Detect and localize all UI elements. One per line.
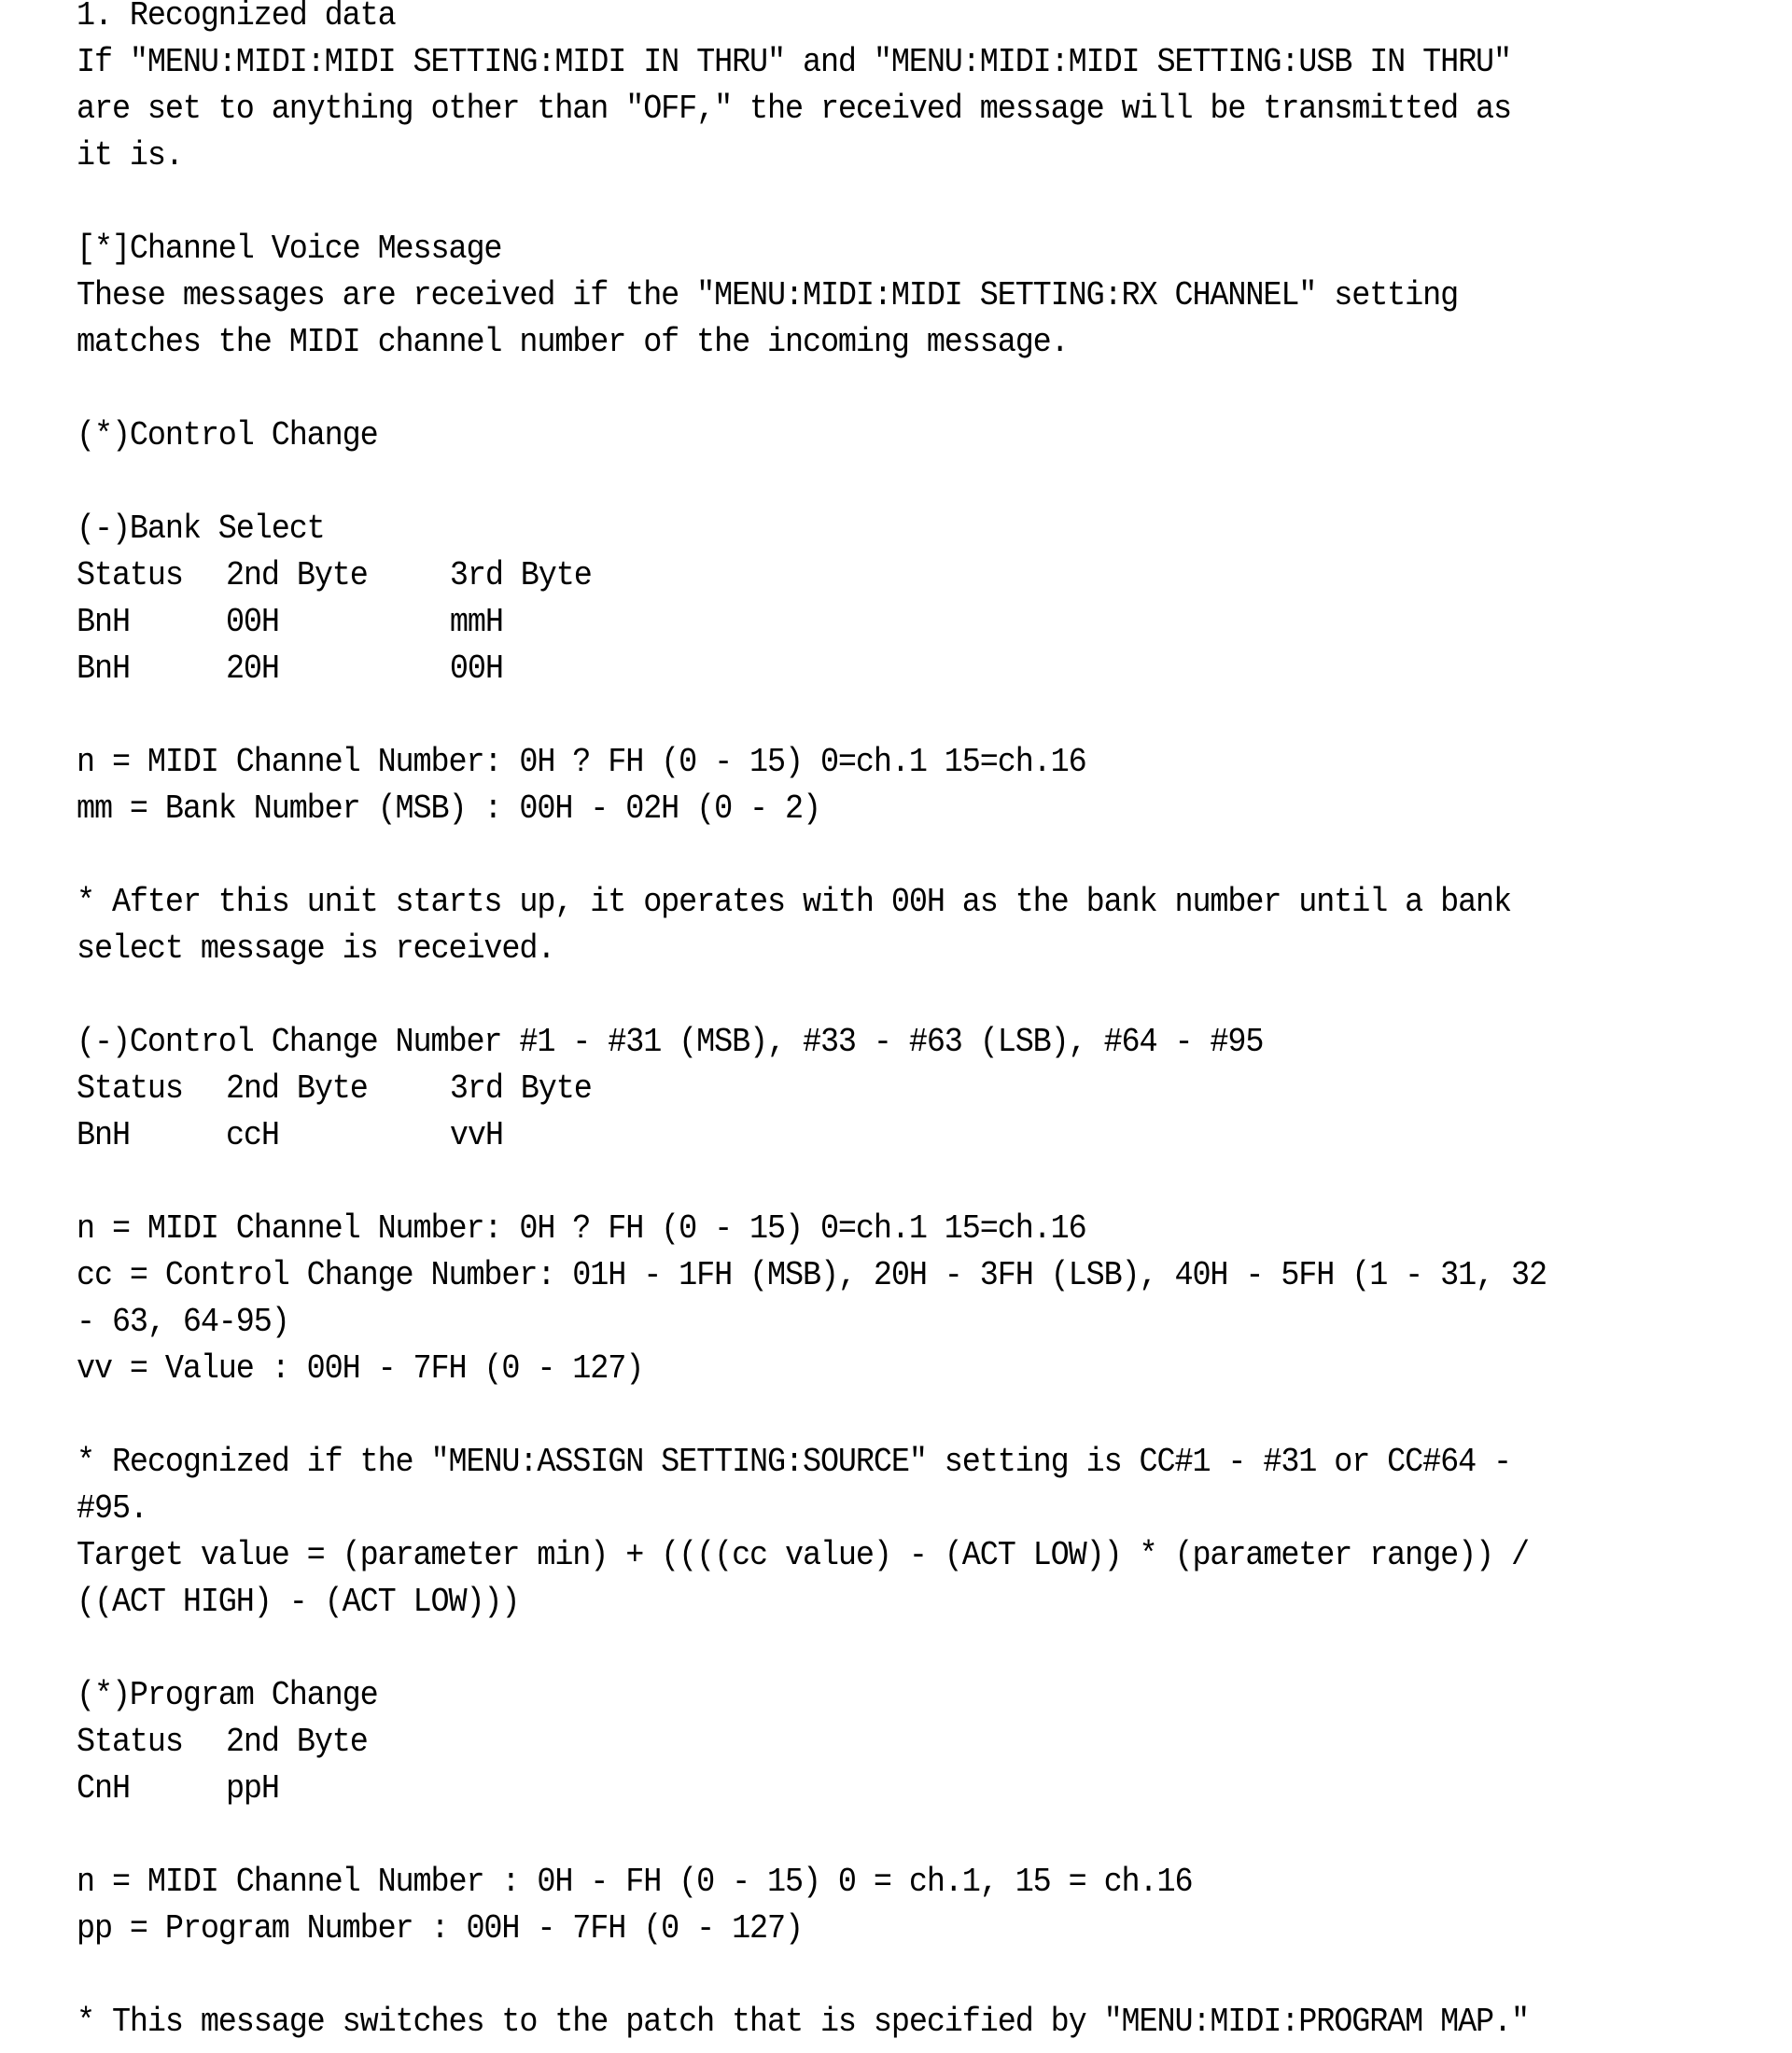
cc-note-1: n = MIDI Channel Number: 0H ? FH (0 - 15) 0=ch.1 15=ch.16 <box>77 1209 1086 1248</box>
spacer <box>77 1952 1639 1999</box>
table-row <box>77 599 1639 646</box>
program-change-remark: * This message switches to the patch that is specified by "MENU:MIDI:PROGRAM MAP." <box>77 2003 1529 2041</box>
col-2nd-byte: 2nd Byte <box>225 1723 368 1761</box>
cc-table-header <box>77 1066 1639 1112</box>
intro-line-2: are set to anything other than "OFF," the received message will be transmitted as <box>77 90 1511 128</box>
section-title: 1. Recognized data <box>77 0 396 35</box>
bank-select-note-2: mm = Bank Number (MSB) : 00H - 02H (0 - 2) <box>77 789 820 828</box>
table-row <box>77 1766 1639 1812</box>
cc-remark-2: #95. <box>77 1489 147 1528</box>
spacer <box>77 366 1639 412</box>
bank-select-remark-2: select message is received. <box>77 929 555 968</box>
intro-line-1: If "MENU:MIDI:MIDI SETTING:MIDI IN THRU" and "MENU:MIDI:MIDI SETTING:USB IN THRU" <box>77 43 1511 81</box>
spacer <box>77 179 1639 226</box>
cell-2nd-byte: ccH <box>225 1116 279 1154</box>
cc-note-2: cc = Control Change Number: 01H - 1FH (MSB), 20H - 3FH (LSB), 40H - 5FH (1 - 31, 32 <box>77 1256 1547 1294</box>
spacer <box>77 1392 1639 1439</box>
cell-status: BnH <box>77 603 130 641</box>
spacer <box>77 972 1639 1019</box>
control-change-heading: (*)Control Change <box>77 416 378 454</box>
spacer <box>77 1626 1639 1672</box>
cell-3rd-byte: mmH <box>449 603 503 641</box>
program-change-note-2: pp = Program Number : 00H - 7FH (0 - 127) <box>77 1909 803 1948</box>
cell-3rd-byte: 00H <box>449 649 503 688</box>
spacer <box>77 459 1639 506</box>
col-status: Status <box>77 556 183 594</box>
cell-3rd-byte: vvH <box>449 1116 503 1154</box>
cell-status: BnH <box>77 649 130 688</box>
col-status: Status <box>77 1069 183 1108</box>
table-row <box>77 646 1639 692</box>
cc-numbers-heading: (-)Control Change Number #1 - #31 (MSB), #33 - #63 (LSB), #64 - #95 <box>77 1023 1264 1061</box>
intro-line-3: it is. <box>77 136 183 175</box>
cc-remark-1: * Recognized if the "MENU:ASSIGN SETTING:SOURCE" setting is CC#1 - #31 or CC#64 - <box>77 1443 1511 1481</box>
cell-2nd-byte: 00H <box>225 603 279 641</box>
bank-select-table-header <box>77 552 1639 599</box>
cc-remark-3: Target value = (parameter min) + ((((cc value) - (ACT LOW)) * (parameter range)) / <box>77 1536 1529 1574</box>
spacer <box>77 832 1639 879</box>
channel-voice-desc-2: matches the MIDI channel number of the incoming message. <box>77 323 1069 361</box>
cc-note-3: - 63, 64-95) <box>77 1303 289 1341</box>
program-change-heading: (*)Program Change <box>77 1676 378 1714</box>
cc-remark-4: ((ACT HIGH) - (ACT LOW))) <box>77 1583 520 1621</box>
col-2nd-byte: 2nd Byte <box>225 556 368 594</box>
spacer <box>77 1812 1639 1859</box>
col-3rd-byte: 3rd Byte <box>449 556 592 594</box>
cell-status: BnH <box>77 1116 130 1154</box>
bank-select-note-1: n = MIDI Channel Number: 0H ? FH (0 - 15) 0=ch.1 15=ch.16 <box>77 743 1086 781</box>
spacer <box>77 1159 1639 1206</box>
cell-2nd-byte: 20H <box>225 649 279 688</box>
channel-voice-desc-1: These messages are received if the "MENU:MIDI:MIDI SETTING:RX CHANNEL" setting <box>77 276 1459 314</box>
col-3rd-byte: 3rd Byte <box>449 1069 592 1108</box>
program-change-note-1: n = MIDI Channel Number : 0H - FH (0 - 15) 0 = ch.1, 15 = ch.16 <box>77 1863 1193 1901</box>
midi-implementation-document <box>77 0 1639 2046</box>
cell-2nd-byte: ppH <box>225 1769 279 1808</box>
program-change-table-header <box>77 1719 1639 1766</box>
col-status: Status <box>77 1723 183 1761</box>
spacer <box>77 692 1639 739</box>
bank-select-remark-1: * After this unit starts up, it operates with 00H as the bank number until a bank <box>77 883 1511 921</box>
table-row <box>77 1112 1639 1159</box>
col-2nd-byte: 2nd Byte <box>225 1069 368 1108</box>
channel-voice-heading: [*]Channel Voice Message <box>77 230 502 268</box>
cell-status: CnH <box>77 1769 130 1808</box>
cc-note-4: vv = Value : 00H - 7FH (0 - 127) <box>77 1349 644 1388</box>
bank-select-heading: (-)Bank Select <box>77 510 325 548</box>
